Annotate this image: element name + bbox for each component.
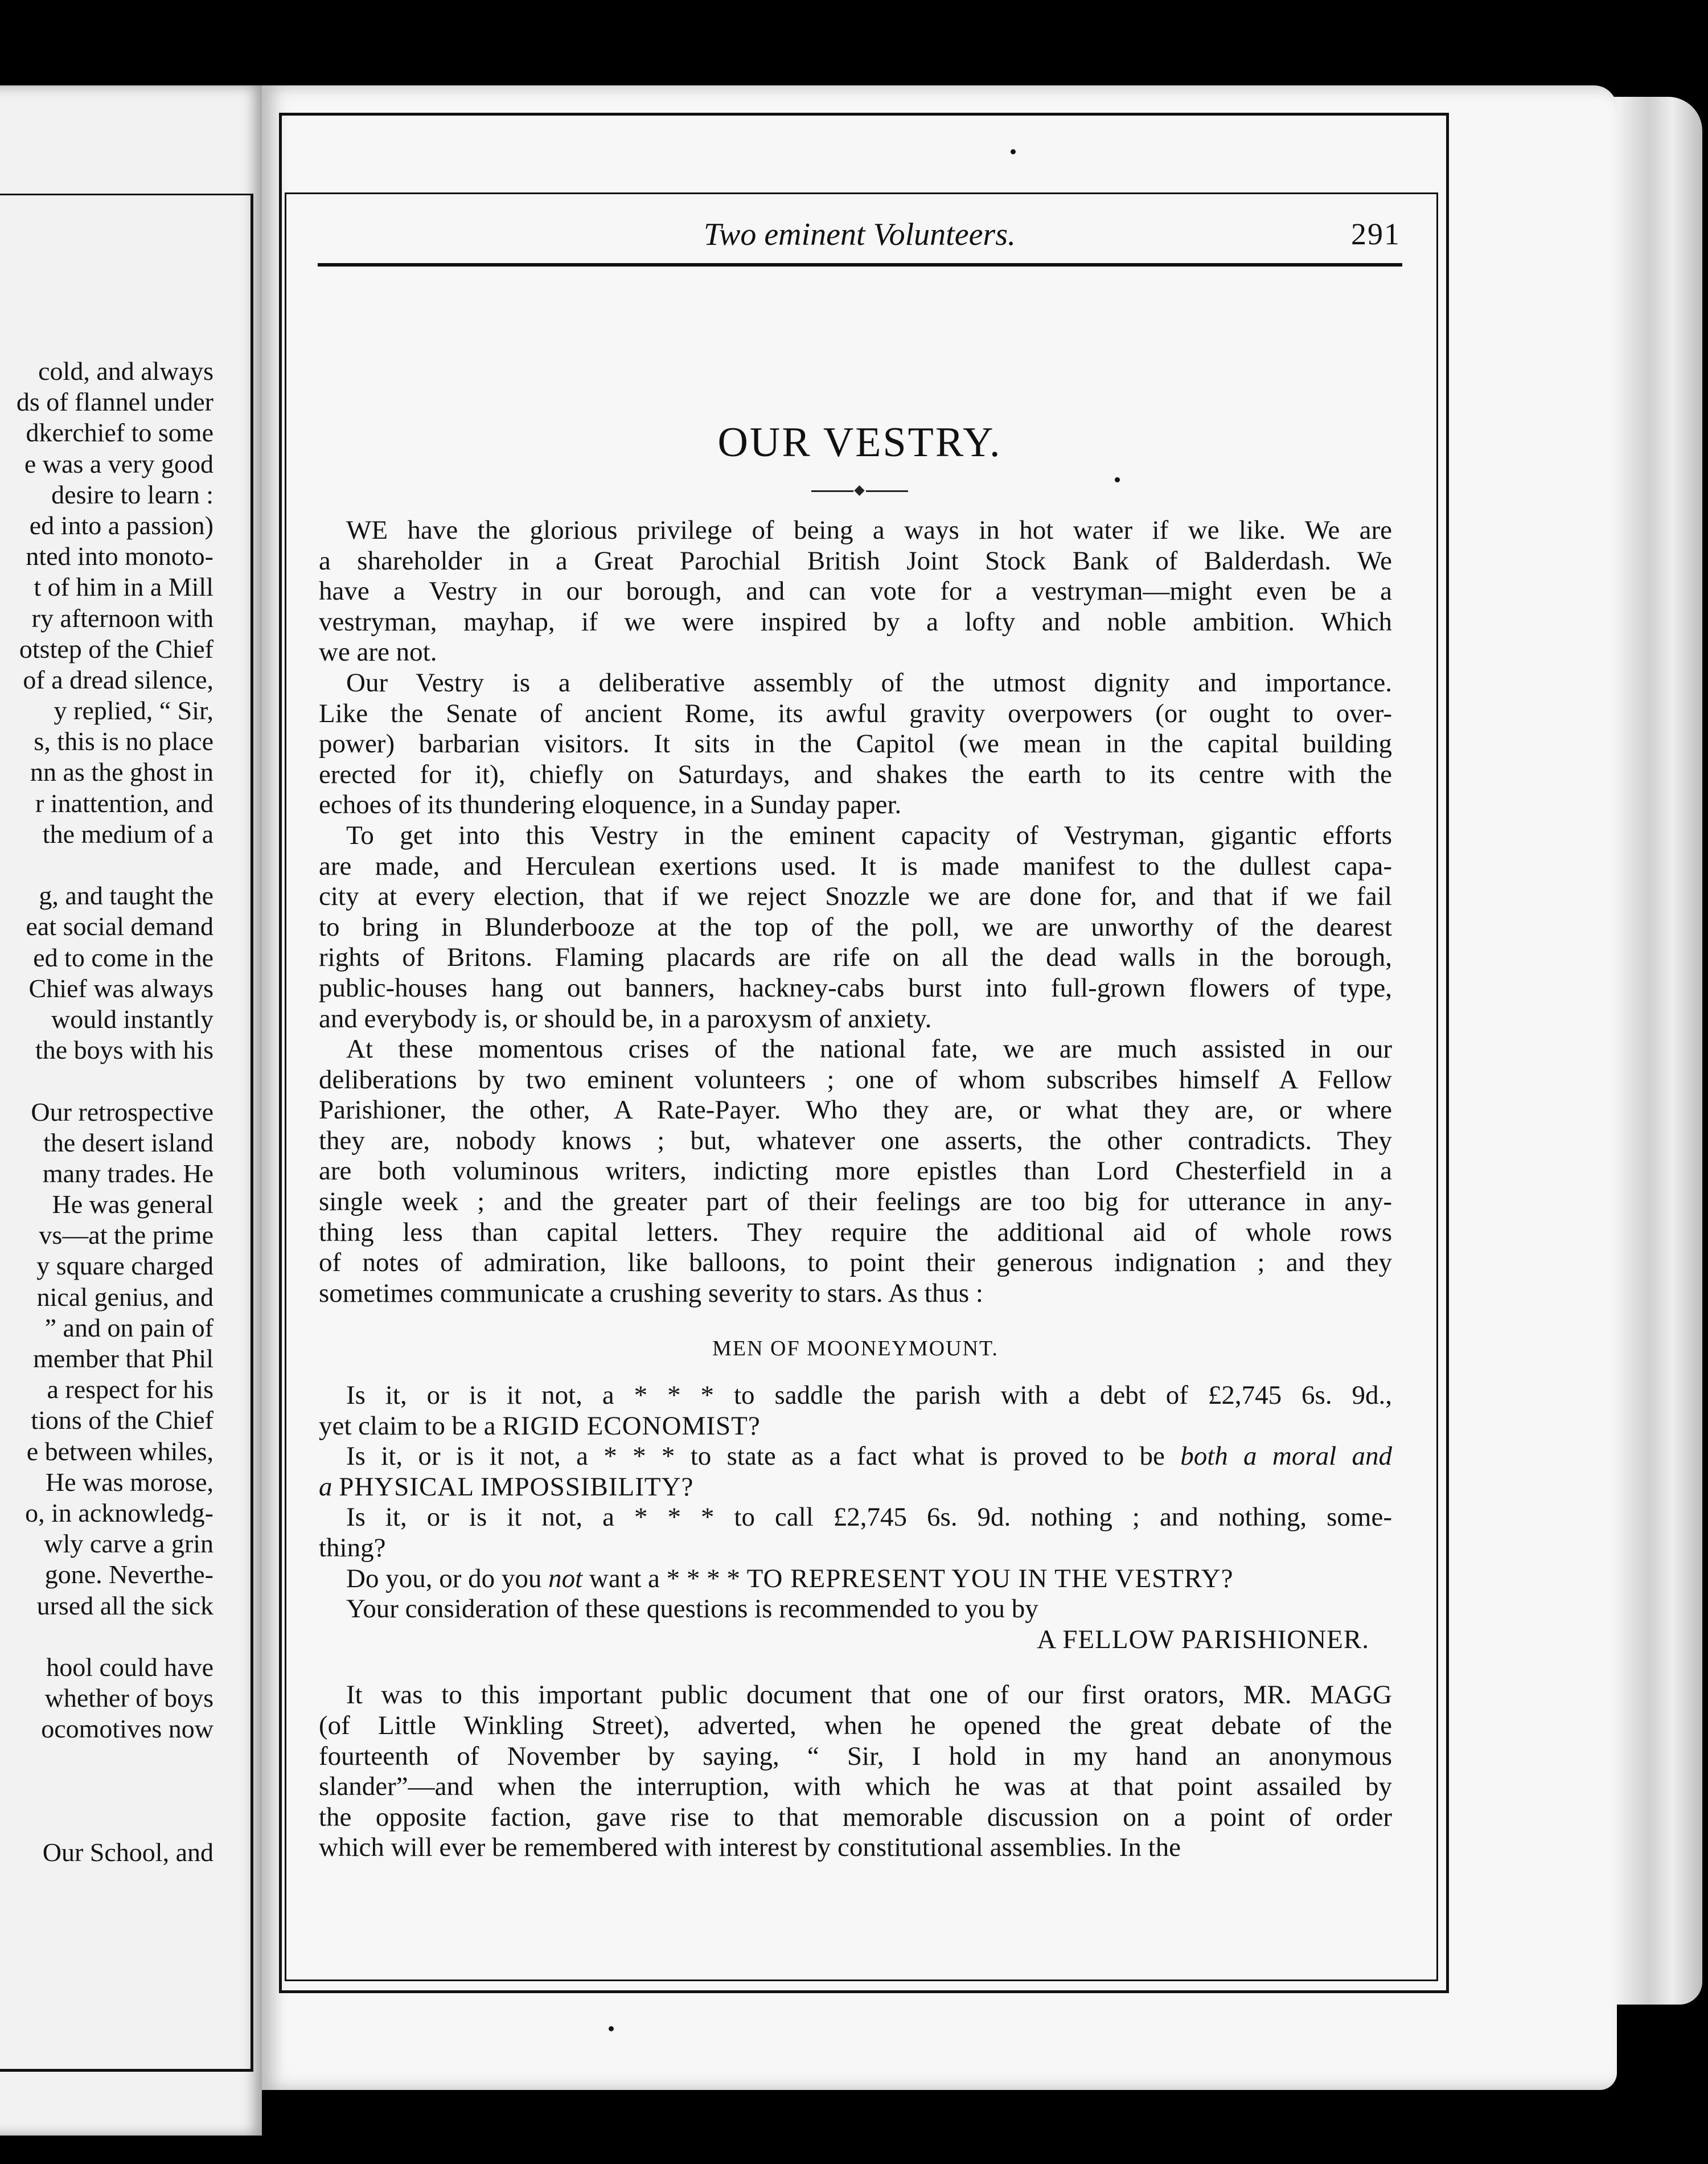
text-line: a shareholder in a Great Parochial British Joint Stock Bank of Balderdash. We — [319, 546, 1392, 576]
text-line: At these momentous crises of the national fate, we are much assisted in our — [346, 1034, 1392, 1064]
left-page-line: t of him in a Mill — [34, 572, 214, 602]
text-line: and everybody is, or should be, in a paroxysm of anxiety. — [319, 1003, 932, 1034]
left-page-line: o, in acknowledg- — [25, 1498, 214, 1527]
paragraph-1 — [319, 515, 1392, 668]
text-line: we are not. — [319, 637, 437, 667]
ornament-rule-right — [866, 490, 908, 492]
left-page-line: ” and on pain of — [44, 1313, 214, 1342]
left-page-line: gone. Neverthe- — [44, 1560, 214, 1589]
left-page-line: nted into monoto- — [26, 542, 214, 571]
left-page-line: a respect for his — [47, 1375, 214, 1404]
text-line: (of Little Winkling Street), adverted, when he opened the great debate of the — [319, 1710, 1392, 1740]
question-4: Do you, or do you not want a * * * * TO REPRESENT YOU IN THE VESTRY? — [346, 1563, 1234, 1593]
left-page-line: the boys with his — [35, 1035, 214, 1065]
left-page-line: ds of flannel under — [16, 387, 214, 417]
left-page-line: Our School, and — [42, 1838, 214, 1867]
question-1-line-1: Is it, or is it not, a * * * to saddle the parish with a debt of £2,745 6s. 9d., — [346, 1380, 1392, 1411]
left-page-line: ry afternoon with — [31, 603, 214, 633]
left-page — [0, 85, 262, 2136]
text-line: thing less than capital letters. They require the additional aid of whole rows — [319, 1217, 1392, 1247]
left-page-line: of a dread silence, — [23, 665, 214, 694]
running-title: Two eminent Volunteers. — [703, 217, 1016, 252]
left-page-line: otstep of the Chief — [19, 634, 214, 663]
text-line: Like the Senate of ancient Rome, its awful gravity overpowers (or ought to over- — [319, 698, 1392, 728]
ornament-diamond — [854, 485, 864, 495]
left-page-line: He was morose, — [45, 1467, 214, 1497]
text-line: power) barbarian visitors. It sits in the Capitol (we mean in the capital building — [319, 729, 1392, 759]
left-page-line: wly carve a grin — [44, 1529, 214, 1559]
text-line: Our Vestry is a deliberative assembly of the utmost dignity and importance. — [346, 667, 1392, 698]
speck — [1115, 477, 1120, 482]
text-line: sometimes communicate a crushing severity to stars. As thus : — [319, 1278, 983, 1308]
left-page-line: dkerchief to some — [26, 418, 214, 448]
question-2-line-2: a PHYSICAL IMPOSSIBILITY? — [319, 1472, 693, 1502]
left-page-line: ursed all the sick — [36, 1591, 214, 1620]
left-page-line — [0, 1621, 214, 1652]
paragraph-3 — [319, 821, 1392, 1034]
text-line: To get into this Vestry in the eminent capacity of Vestryman, gigantic efforts — [346, 820, 1392, 850]
text-line: the opposite faction, gave rise to that memorable discussion on a point of order — [319, 1802, 1392, 1832]
left-page-line: the desert island — [43, 1128, 214, 1157]
left-page-text — [0, 356, 214, 1868]
text-line: Parishioner, the other, A Rate-Payer. Who they are, or what they are, or where — [319, 1095, 1392, 1125]
left-page-line: nn as the ghost in — [30, 757, 214, 787]
left-page-line: g, and taught the — [39, 881, 214, 911]
left-page-line — [0, 1806, 214, 1837]
text-line: are both voluminous writers, indicting more epistles than Lord Chesterfield in a — [319, 1156, 1392, 1186]
left-page-line: desire to learn : — [51, 479, 214, 509]
left-page-line: r inattention, and — [35, 788, 214, 818]
left-page-line: ed to come in the — [33, 942, 214, 972]
left-page-line: whether of boys — [44, 1683, 214, 1713]
text-line: It was to this important public document that one of our first orators, MR. MAGG — [346, 1680, 1392, 1710]
text-line: to bring in Blunderbooze at the top of the poll, we are unworthy of the dearest — [319, 912, 1392, 942]
left-page-line — [0, 850, 214, 880]
page-number: 291 — [1351, 217, 1401, 251]
speck — [609, 2026, 614, 2031]
text-line: fourteenth of November by saying, “ Sir, I hold in my hand an anonymous — [319, 1741, 1392, 1771]
title-ornament — [811, 485, 908, 497]
text-line: they are, nobody knows ; but, whatever one asserts, the other contradicts. They — [319, 1125, 1392, 1155]
question-3-line-2: thing? — [319, 1533, 386, 1563]
text-line: of notes of admiration, like balloons, to point their generous indignation ; and they — [319, 1248, 1392, 1278]
text-line: which will ever be remembered with interest by constitutional assemblies. In the — [319, 1833, 1181, 1863]
left-page-line: cold, and always — [38, 356, 214, 386]
text-line: WE have the glorious privilege of being a ways in hot water if we like. We are — [346, 515, 1392, 545]
text-line: slander”—and when the interruption, with which he was at that point assailed by — [319, 1772, 1392, 1802]
consideration-line: Your consideration of these questions is recommended to you by — [346, 1594, 1038, 1624]
left-page-line: Chief was always — [28, 973, 214, 1003]
left-page-line — [0, 1776, 214, 1806]
left-page-line: tions of the Chief — [31, 1405, 214, 1435]
left-page-line: e was a very good — [24, 449, 214, 478]
article-body — [319, 515, 1392, 1863]
left-page-line: ocomotives now — [41, 1714, 214, 1744]
text-line: vestryman, mayhap, if we were inspired by a lofty and noble ambition. Which — [319, 606, 1392, 637]
left-page-line: Our retrospective — [31, 1097, 214, 1126]
header-rule — [318, 263, 1402, 267]
text-line: erected for it), chiefly on Saturdays, and shakes the earth to its centre with the — [319, 759, 1392, 789]
text-line: public-houses hang out banners, hackney-cabs burst into full-grown flowers of type, — [319, 973, 1392, 1003]
paragraph-4 — [319, 1034, 1392, 1309]
left-page-line: nical genius, and — [36, 1282, 214, 1311]
left-page-line: hool could have — [46, 1652, 214, 1682]
left-page-line — [0, 1744, 214, 1775]
text-line: city at every election, that if we reject Snozzle we are done for, and that if we fail — [319, 882, 1392, 912]
question-3-line-1: Is it, or is it not, a * * * to call £2,745 6s. 9d. nothing ; and nothing, some- — [346, 1502, 1392, 1532]
left-page-line: the medium of a — [42, 819, 214, 849]
left-page-line: y square charged — [36, 1251, 214, 1281]
placard-heading: MEN OF MOONEYMOUNT. — [712, 1337, 999, 1361]
question-1-line-2: yet claim to be a RIGID ECONOMIST? — [319, 1411, 760, 1441]
text-line: are made, and Herculean exertions used. It is made manifest to the dullest capa- — [319, 851, 1392, 881]
text-line: have a Vestry in our borough, and can vote for a vestryman—might even be a — [319, 576, 1392, 606]
left-page-line: would instantly — [51, 1004, 214, 1034]
text-line: deliberations by two eminent volunteers ; one of whom subscribes himself A Fellow — [319, 1064, 1392, 1095]
left-page-line: member that Phil — [33, 1344, 214, 1373]
speck — [1011, 149, 1016, 154]
article-title: OUR VESTRY. — [717, 419, 1002, 466]
text-line: single week ; and the greater part of their feelings are too big for utterance in any- — [319, 1187, 1392, 1217]
text-line: rights of Britons. Flaming placards are rife on all the dead walls in the borough, — [319, 942, 1392, 973]
left-page-line: y replied, “ Sir, — [54, 696, 214, 726]
paragraph-2 — [319, 668, 1392, 821]
left-page-line — [0, 1065, 214, 1096]
paragraph-5 — [319, 1680, 1392, 1863]
left-page-line: He was general — [52, 1190, 214, 1219]
left-page-line: e between whiles, — [26, 1436, 214, 1466]
left-page-line: many trades. He — [42, 1158, 214, 1188]
signature: A FELLOW PARISHIONER. — [1037, 1624, 1369, 1654]
ornament-rule-left — [811, 490, 853, 492]
left-page-line: ed into a passion) — [29, 510, 214, 540]
question-2-line-1: Is it, or is it not, a * * * to state as a fact what is proved to be both a moral and — [346, 1441, 1392, 1472]
running-head — [319, 216, 1401, 262]
left-page-line: vs—at the prime — [39, 1220, 214, 1250]
left-page-line: eat social demand — [26, 912, 214, 941]
left-page-line: s, this is no place — [34, 727, 214, 756]
text-line: echoes of its thundering eloquence, in a Sunday paper. — [319, 790, 902, 820]
